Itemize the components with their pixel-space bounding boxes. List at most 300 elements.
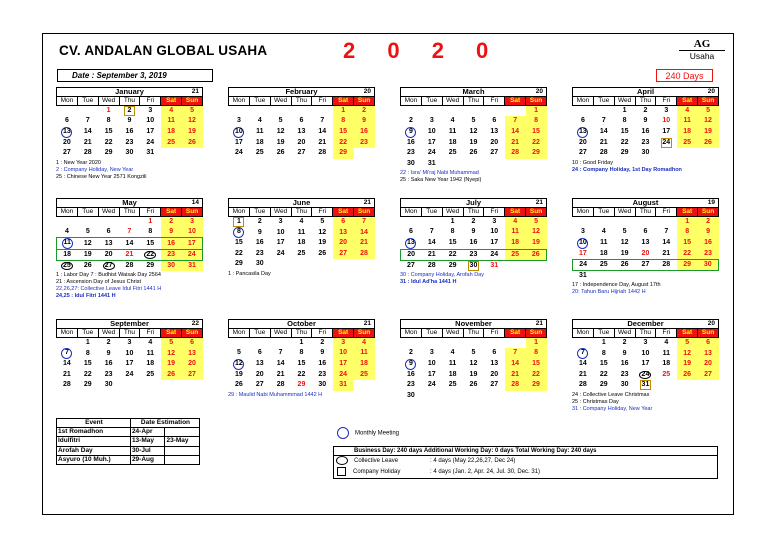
day-cell: 8 bbox=[229, 227, 250, 238]
day-cell bbox=[656, 217, 677, 228]
day-cell: 15 bbox=[526, 359, 547, 370]
day-cell: 4 bbox=[161, 106, 182, 117]
day-cell: 6 bbox=[643, 228, 648, 236]
day-cell: 19 bbox=[620, 249, 629, 257]
weekday-header: Thu bbox=[119, 329, 140, 338]
day-cell: 26 bbox=[469, 149, 478, 157]
day-cell: 16 bbox=[620, 360, 629, 368]
day-cell: 16 bbox=[469, 239, 478, 246]
day-cell: 13 bbox=[490, 128, 499, 135]
day-cell: 23 bbox=[463, 249, 484, 260]
weekday-header: Sun bbox=[182, 329, 203, 338]
weekday-header: Fri bbox=[312, 97, 333, 106]
weekday-header: Sun bbox=[526, 208, 547, 217]
day-cell: 29 bbox=[599, 381, 608, 389]
day-cell: 18 bbox=[599, 249, 608, 257]
date-estimation-header: Date Estimation bbox=[130, 419, 199, 428]
day-cell: 10 bbox=[146, 117, 155, 125]
day-cell: 21 bbox=[354, 238, 375, 249]
day-cell: 28 bbox=[354, 249, 375, 260]
day-cell: 10 bbox=[427, 128, 436, 135]
day-cell bbox=[312, 259, 333, 270]
day-cell: 14 bbox=[505, 359, 526, 370]
day-cell: 6 bbox=[64, 117, 69, 125]
day-cell: 19 bbox=[182, 127, 203, 138]
holiday-note: 25 : Saka New Year 1942 (Nyepi) bbox=[400, 177, 482, 183]
day-cell: 27 bbox=[698, 370, 719, 381]
day-cell: 22 bbox=[235, 249, 243, 257]
day-cell: 24 bbox=[182, 250, 203, 261]
day-cell: 26 bbox=[614, 259, 635, 270]
day-cell bbox=[291, 259, 312, 270]
weekday-header: Sat bbox=[677, 329, 698, 338]
day-cell: 3 bbox=[278, 218, 283, 225]
day-cell: 26 bbox=[276, 149, 285, 157]
weekday-header: Fri bbox=[656, 329, 677, 338]
day-cell: 6 bbox=[257, 349, 262, 357]
day-cell: 27 bbox=[333, 249, 354, 260]
day-cell: 20 bbox=[490, 138, 499, 146]
day-cell: 26 bbox=[83, 262, 92, 269]
day-cell: 24 bbox=[573, 259, 594, 270]
day-cell bbox=[698, 270, 719, 281]
day-cell: 8 bbox=[148, 228, 153, 235]
day-cell: 15 bbox=[140, 238, 161, 250]
day-cell: 24 bbox=[276, 249, 285, 257]
day-cell: 3 bbox=[643, 339, 648, 346]
day-cell: 29 bbox=[677, 259, 698, 270]
day-cell bbox=[505, 391, 526, 402]
day-cell: 9 bbox=[401, 359, 422, 370]
day-cell: 25 bbox=[448, 149, 457, 157]
month-notes bbox=[228, 392, 375, 399]
day-cell: 2 bbox=[119, 106, 140, 117]
legend-monthly-meeting: Monthly Meeting bbox=[337, 427, 399, 439]
weekday-header: Mon bbox=[401, 97, 422, 106]
day-cell: 8 bbox=[526, 116, 547, 127]
weekday-header: Fri bbox=[484, 97, 505, 106]
day-cell: 19 bbox=[318, 239, 327, 247]
day-cell: 2 bbox=[698, 217, 719, 228]
day-cell: 29 bbox=[104, 149, 113, 157]
day-cell: 19 bbox=[161, 359, 182, 370]
day-cell: 8 bbox=[622, 117, 627, 125]
weekday-header: Mon bbox=[401, 208, 422, 217]
day-cell: 25 bbox=[662, 370, 671, 378]
day-cell bbox=[182, 148, 203, 159]
day-cell: 28 bbox=[318, 149, 327, 157]
day-cell: 3 bbox=[429, 349, 434, 357]
day-cell: 27 bbox=[63, 149, 71, 157]
day-cell: 10 bbox=[427, 360, 436, 367]
day-cell bbox=[249, 338, 270, 349]
day-cell: 8 bbox=[106, 117, 111, 125]
weekday-header: Thu bbox=[463, 208, 484, 217]
day-cell: 9 bbox=[354, 116, 375, 127]
day-cell: 30 bbox=[407, 391, 415, 399]
day-cell: 8 bbox=[526, 348, 547, 359]
day-cell: 21 bbox=[421, 249, 442, 260]
day-cell: 21 bbox=[599, 138, 608, 146]
day-cell: 2 bbox=[408, 349, 413, 357]
day-cell: 17 bbox=[662, 128, 671, 135]
month-header: December 20 bbox=[572, 319, 719, 328]
day-cell: 3 bbox=[664, 107, 669, 114]
day-cell: 27 bbox=[98, 261, 119, 272]
weekday-header: Tue bbox=[421, 97, 442, 106]
day-cell: 22 bbox=[526, 138, 547, 149]
day-cell: 12 bbox=[161, 348, 182, 359]
day-cell: 23 bbox=[407, 381, 415, 389]
day-cell: 25 bbox=[448, 381, 457, 389]
day-cell: 19 bbox=[77, 250, 98, 261]
day-cell: 10 bbox=[573, 238, 594, 249]
day-cell bbox=[484, 106, 505, 117]
day-cell bbox=[484, 391, 505, 402]
weekday-header: Sat bbox=[505, 329, 526, 338]
day-cell bbox=[421, 391, 442, 402]
weekday-header: Mon bbox=[57, 329, 78, 338]
day-cell: 20 bbox=[579, 138, 587, 146]
day-cell: 2 bbox=[257, 218, 262, 225]
day-cell: 12 bbox=[677, 348, 698, 359]
day-cell: 15 bbox=[333, 127, 354, 138]
weekday-header: Tue bbox=[77, 97, 98, 106]
day-cell: 17 bbox=[182, 238, 203, 250]
day-cell: 24 bbox=[427, 149, 436, 157]
day-cell: 24 bbox=[146, 138, 155, 146]
day-cell bbox=[182, 380, 203, 391]
day-cell: 1 bbox=[450, 218, 455, 225]
day-cell: 1 bbox=[526, 338, 547, 349]
day-cell: 6 bbox=[106, 228, 111, 235]
company-logo: AG Usaha bbox=[679, 39, 725, 61]
day-cell: 3 bbox=[580, 228, 585, 236]
day-cell bbox=[442, 159, 463, 170]
day-cell: 15 bbox=[235, 239, 243, 247]
holiday-note: 24 : Company Holiday, 1st Day Romadhon bbox=[572, 166, 682, 173]
day-cell bbox=[614, 217, 635, 228]
day-cell bbox=[354, 259, 375, 270]
holiday-note: 10 : Good Friday bbox=[572, 159, 613, 166]
day-cell: 4 bbox=[354, 338, 375, 349]
day-cell: 24 bbox=[235, 149, 243, 157]
day-cell: 19 bbox=[469, 370, 478, 378]
day-cell: 28 bbox=[83, 149, 92, 157]
weekday-header: Sat bbox=[677, 97, 698, 106]
day-cell: 25 bbox=[677, 138, 698, 149]
holiday-note: 21 : Ascension Day of Jesus Christ bbox=[56, 279, 141, 285]
day-cell: 24 bbox=[484, 249, 505, 260]
day-cell: 20 bbox=[98, 250, 119, 261]
day-cell bbox=[593, 270, 614, 281]
month-header: August 19 bbox=[572, 198, 719, 207]
day-cell: 25 bbox=[354, 370, 375, 381]
holiday-note: 22 : Isra' Mi'raj Nabi Muhammad bbox=[400, 170, 479, 176]
weekday-header: Sat bbox=[505, 208, 526, 217]
day-cell: 9 bbox=[698, 227, 719, 238]
day-cell: 18 bbox=[57, 250, 78, 261]
day-cell: 9 bbox=[401, 127, 422, 138]
day-cell bbox=[677, 270, 698, 281]
weekday-header: Fri bbox=[312, 329, 333, 338]
day-cell: 2 bbox=[408, 117, 413, 125]
day-cell: 14 bbox=[354, 227, 375, 238]
day-cell: 7 bbox=[127, 228, 132, 235]
weekday-header: Fri bbox=[656, 97, 677, 106]
day-cell: 16 bbox=[698, 238, 719, 249]
day-cell bbox=[229, 338, 250, 349]
weekday-header: Sun bbox=[354, 329, 375, 338]
day-cell: 30 bbox=[620, 381, 629, 389]
day-cell bbox=[656, 380, 677, 391]
day-cell: 11 bbox=[448, 360, 457, 367]
day-cell: 15 bbox=[677, 238, 698, 249]
day-cell: 13 bbox=[698, 348, 719, 359]
day-cell: 15 bbox=[448, 239, 457, 246]
day-cell: 29 bbox=[333, 148, 354, 159]
day-cell: 11 bbox=[297, 228, 306, 236]
day-cell: 17 bbox=[427, 370, 436, 378]
day-cell: 31 bbox=[427, 159, 436, 167]
day-cell: 3 bbox=[148, 107, 153, 114]
day-cell bbox=[698, 148, 719, 159]
day-cell bbox=[161, 380, 182, 391]
weekday-header: Wed bbox=[270, 329, 291, 338]
holiday-note: 31 : Company Holiday, New Year bbox=[572, 405, 653, 412]
day-cell: 8 bbox=[333, 116, 354, 127]
weekday-header: Fri bbox=[140, 208, 161, 217]
day-cell: 29 bbox=[448, 261, 457, 269]
weekday-header: Tue bbox=[249, 329, 270, 338]
day-cell: 20 bbox=[182, 359, 203, 370]
day-cell: 16 bbox=[407, 138, 415, 146]
day-cell: 4 bbox=[64, 228, 69, 235]
day-cell: 22 bbox=[677, 249, 698, 260]
day-cell bbox=[354, 380, 375, 391]
day-cell: 29 bbox=[297, 381, 306, 389]
day-cell: 15 bbox=[297, 360, 306, 367]
day-cell: 4 bbox=[664, 339, 669, 346]
day-cell: 18 bbox=[448, 370, 457, 378]
day-cell: 14 bbox=[427, 239, 436, 246]
weekday-header: Thu bbox=[291, 97, 312, 106]
day-cell: 7 bbox=[57, 348, 78, 359]
day-cell: 18 bbox=[354, 359, 375, 370]
month-header: June 21 bbox=[228, 198, 375, 207]
month-november bbox=[400, 319, 547, 402]
day-cell: 6 bbox=[408, 228, 413, 236]
day-cell: 8 bbox=[601, 349, 606, 357]
square-icon bbox=[337, 467, 346, 476]
day-cell: 20 bbox=[401, 249, 422, 260]
month-notes bbox=[56, 160, 203, 181]
weekday-header: Wed bbox=[614, 97, 635, 106]
weekday-header: Tue bbox=[421, 208, 442, 217]
weekday-header: Sat bbox=[333, 329, 354, 338]
day-cell: 9 bbox=[161, 227, 182, 238]
weekday-header: Wed bbox=[614, 329, 635, 338]
day-cell bbox=[333, 259, 354, 270]
weekday-header: Thu bbox=[119, 208, 140, 217]
day-cell: 24 bbox=[427, 381, 436, 389]
day-cell bbox=[635, 270, 656, 281]
day-cell: 16 bbox=[318, 360, 327, 367]
weekday-header: Tue bbox=[593, 208, 614, 217]
summary-totals: Business Day: 240 days Additional Working Day: 0 days Total Working Day: 240 days bbox=[334, 447, 717, 456]
day-cell: 27 bbox=[255, 381, 264, 389]
day-cell: 23 bbox=[125, 138, 134, 146]
weekday-header: Sat bbox=[161, 329, 182, 338]
day-cell: 12 bbox=[620, 239, 629, 246]
day-cell: 4 bbox=[677, 106, 698, 117]
day-cell: 22 bbox=[333, 138, 354, 149]
day-cell bbox=[291, 106, 312, 117]
day-cell: 7 bbox=[664, 228, 669, 236]
day-cell: 13 bbox=[490, 360, 499, 367]
circle-icon bbox=[337, 427, 349, 439]
day-cell bbox=[354, 148, 375, 159]
day-cell: 10 bbox=[229, 127, 250, 138]
day-cell bbox=[677, 380, 698, 391]
day-cell: 30 bbox=[318, 381, 327, 389]
day-cell: 13 bbox=[333, 227, 354, 238]
day-cell bbox=[270, 338, 291, 349]
day-cell: 16 bbox=[641, 128, 650, 135]
day-cell: 5 bbox=[182, 106, 203, 117]
day-cell bbox=[635, 217, 656, 228]
day-cell: 18 bbox=[662, 360, 671, 368]
day-cell: 23 bbox=[161, 250, 182, 261]
day-cell: 16 bbox=[125, 128, 134, 135]
weekday-header: Tue bbox=[249, 97, 270, 106]
holiday-note: 25 : Christmas Day bbox=[572, 398, 619, 405]
day-cell: 29 bbox=[83, 381, 92, 389]
day-cell: 11 bbox=[57, 238, 78, 250]
weekday-header: Sat bbox=[333, 97, 354, 106]
weekday-header: Mon bbox=[573, 97, 594, 106]
day-cell bbox=[463, 391, 484, 402]
day-cell: 3 bbox=[182, 217, 203, 228]
weekday-header: Thu bbox=[291, 329, 312, 338]
day-cell: 8 bbox=[677, 227, 698, 238]
day-cell: 7 bbox=[85, 117, 90, 125]
day-cell bbox=[442, 338, 463, 349]
weekday-header: Fri bbox=[484, 329, 505, 338]
weekday-header: Wed bbox=[98, 329, 119, 338]
day-cell: 28 bbox=[276, 381, 285, 389]
holiday-note: 1 : Pancasila Day bbox=[228, 270, 271, 277]
day-cell: 1 bbox=[601, 339, 606, 346]
weekday-header: Thu bbox=[635, 208, 656, 217]
day-cell: 6 bbox=[698, 338, 719, 349]
day-cell: 20 bbox=[490, 370, 499, 378]
day-cell: 21 bbox=[505, 370, 526, 381]
total-days-badge: 240 Days bbox=[656, 69, 713, 82]
summary-box: Business Day: 240 days Additional Working Day: 0 days Total Working Day: 240 days Collective Leave : 4 days (May 22,26,27, Dec 24) Company Holiday : 4 days (Jan. 2, Apr. 24, Jul. 30, Dec. 31) bbox=[333, 446, 718, 479]
day-cell bbox=[98, 217, 119, 228]
day-cell bbox=[57, 217, 78, 228]
day-cell: 30 bbox=[641, 149, 650, 157]
month-header: September 22 bbox=[56, 319, 203, 328]
holiday-note: 22,26,27: Collective Leave Idul Fitri 1441 H bbox=[56, 286, 162, 292]
day-cell bbox=[656, 270, 677, 281]
day-cell bbox=[421, 338, 442, 349]
weekday-header: Sun bbox=[182, 208, 203, 217]
day-cell: 10 bbox=[125, 349, 134, 357]
day-cell: 12 bbox=[526, 227, 547, 238]
weekday-header: Mon bbox=[401, 329, 422, 338]
weekday-header: Wed bbox=[442, 329, 463, 338]
day-cell: 25 bbox=[146, 370, 155, 378]
month-header: April 20 bbox=[572, 87, 719, 96]
day-cell: 26 bbox=[235, 381, 243, 389]
day-cell: 4 bbox=[601, 228, 606, 236]
month-april bbox=[572, 87, 719, 174]
day-cell: 6 bbox=[492, 349, 497, 357]
day-cell: 25 bbox=[297, 249, 306, 257]
day-cell bbox=[484, 338, 505, 349]
holiday-note: 30 : Company Holiday, Arofah Day bbox=[400, 271, 484, 278]
day-cell: 11 bbox=[161, 116, 182, 127]
day-cell: 6 bbox=[333, 217, 354, 228]
day-cell: 5 bbox=[320, 218, 325, 225]
year-title: 2 0 2 0 bbox=[343, 38, 502, 63]
day-cell: 13 bbox=[255, 360, 264, 367]
weekday-header: Fri bbox=[312, 208, 333, 217]
day-cell: 11 bbox=[256, 128, 264, 135]
weekday-header: Mon bbox=[229, 329, 250, 338]
day-cell: 27 bbox=[182, 370, 203, 381]
day-cell: 23 bbox=[641, 138, 650, 146]
day-cell: 18 bbox=[297, 239, 306, 247]
day-cell: 21 bbox=[579, 370, 587, 378]
day-cell bbox=[119, 380, 140, 391]
day-cell: 12 bbox=[698, 116, 719, 127]
day-cell: 1 bbox=[622, 107, 627, 114]
weekday-header: Thu bbox=[463, 329, 484, 338]
month-header: July 21 bbox=[400, 198, 547, 207]
day-cell: 22 bbox=[297, 370, 306, 378]
weekday-header: Tue bbox=[421, 329, 442, 338]
weekday-header: Mon bbox=[573, 329, 594, 338]
day-cell: 26 bbox=[469, 381, 478, 389]
day-cell: 11 bbox=[146, 349, 154, 357]
day-cell: 13 bbox=[297, 128, 306, 135]
weekday-header: Mon bbox=[57, 208, 78, 217]
weekday-header: Mon bbox=[229, 97, 250, 106]
day-cell: 13 bbox=[57, 127, 78, 138]
day-cell: 11 bbox=[677, 116, 698, 127]
day-cell: 19 bbox=[469, 138, 478, 146]
day-cell: 12 bbox=[469, 128, 478, 135]
day-cell: 18 bbox=[255, 138, 264, 146]
day-cell: 2 bbox=[161, 217, 182, 228]
day-cell: 23 bbox=[620, 370, 629, 378]
day-cell: 6 bbox=[299, 117, 304, 125]
holiday-note: 31 : Idul Ad'ha 1441 H bbox=[400, 278, 457, 285]
day-cell: 27 bbox=[635, 259, 656, 270]
day-cell bbox=[77, 217, 98, 228]
month-header: May 14 bbox=[56, 198, 203, 207]
day-cell: 1 bbox=[85, 339, 90, 346]
day-cell: 25 bbox=[255, 149, 264, 157]
day-cell: 5 bbox=[236, 349, 241, 357]
day-cell: 25 bbox=[505, 249, 526, 260]
weekday-header: Sun bbox=[354, 97, 375, 106]
day-cell: 20 bbox=[641, 249, 650, 257]
day-cell: 29 bbox=[526, 380, 547, 391]
